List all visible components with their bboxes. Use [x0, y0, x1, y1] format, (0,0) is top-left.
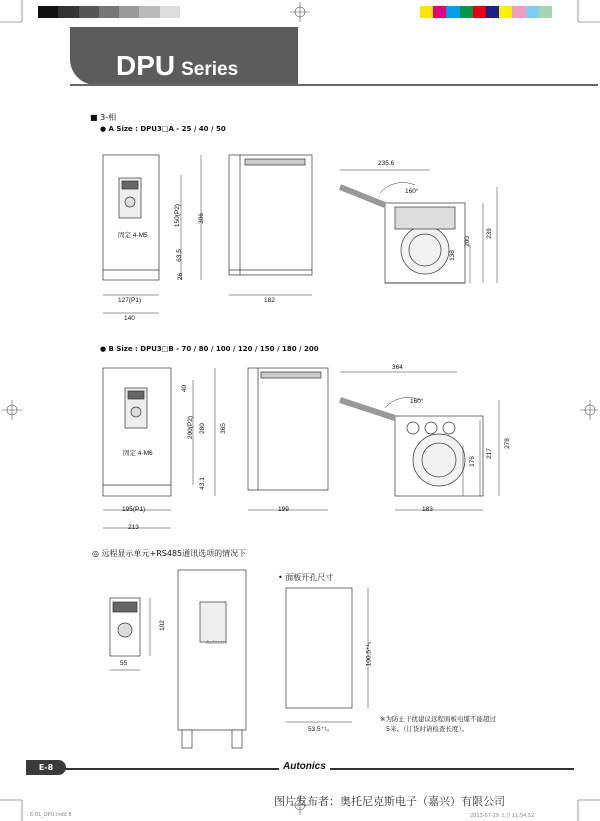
dim-b-364: 364 — [392, 364, 403, 371]
note-line-1: ※为防止干扰建议远程面板电缆不能超过 — [380, 715, 496, 723]
dim-a-200: 200 — [463, 236, 471, 247]
b-front-body — [103, 368, 171, 496]
section-heading-remote: ◎ 远程显示单元+RS485通讯选项的情况下 — [92, 549, 247, 558]
dim-c-55: 55 — [120, 660, 128, 667]
dim-b-278: 278 — [503, 438, 511, 449]
dim-b-183: 183 — [422, 506, 433, 513]
dim-b-176: 176 — [468, 456, 476, 467]
dim-a-235: 235.6 — [378, 160, 395, 167]
file-name: E-01_DPU.indd 8 — [30, 812, 72, 818]
b-side-body — [248, 368, 328, 490]
section-heading-3phase: ■ 3-相 — [90, 113, 117, 122]
controller-brand: Autonics — [206, 640, 228, 646]
title-series: Series — [181, 59, 239, 80]
note-line-2: 5米。（订货时请检查长度）。 — [386, 725, 469, 733]
dim-a-182: 182 — [264, 297, 275, 304]
dim-a-fix: 固定 4-M5 — [118, 232, 148, 239]
dim-a-150: 150(P2) — [174, 203, 182, 228]
dim-b-43: 43.1 — [198, 477, 206, 490]
dim-a-26: 26 — [177, 272, 185, 281]
a-side-body — [229, 155, 312, 275]
dim-b-365: 365 — [219, 423, 227, 434]
print-date: 2013-07-29 오전 11:54:52 — [470, 813, 535, 819]
size-b-label: ● B Size : DPU3□B - 70 / 80 / 100 / 120 / 150 / 180 / 200 — [100, 345, 319, 353]
header-rule — [70, 84, 598, 86]
size-b-drawings — [95, 360, 515, 540]
title-dpu: DPU — [116, 50, 176, 81]
page-title — [116, 50, 238, 82]
dim-b-195: 195(P1) — [122, 506, 146, 513]
dim-b-fix: 固定 4-M6 — [123, 450, 153, 457]
remote-drawings — [100, 562, 390, 752]
size-a-label: ● A Size : DPU3□A - 25 / 40 / 50 — [100, 125, 226, 133]
size-a-drawings — [95, 145, 515, 330]
dim-a-239: 239 — [485, 228, 493, 239]
dim-b-200: 200(P2) — [187, 415, 195, 440]
dim-a-63: 63.5 — [175, 249, 183, 262]
footer-brand: Autonics — [279, 761, 330, 772]
dim-a-127: 127(P1) — [118, 297, 142, 304]
dim-c-1005: 100.5⁺¹₀ — [365, 641, 373, 667]
dim-a-138: 138 — [448, 250, 456, 261]
dim-b-deg: 160° — [410, 398, 424, 405]
dim-b-280: 280 — [198, 423, 206, 434]
panel-cutout-label: • 面板开孔尺寸 — [278, 573, 334, 582]
dim-c-102: 102 — [158, 620, 166, 631]
controller-front — [178, 570, 246, 730]
dim-b-199: 199 — [278, 506, 289, 513]
dim-a-306: 306 — [197, 213, 205, 224]
dim-b-217: 217 — [485, 448, 493, 459]
panel-cutout — [286, 588, 352, 708]
dim-b-40: 40 — [181, 384, 189, 393]
page-number: E-8 — [26, 760, 66, 775]
watermark-text: 图片发布者：奥托尼克斯电子（嘉兴）有限公司 — [274, 795, 505, 808]
dim-c-535: 53.5⁺¹₀ — [308, 726, 329, 733]
dim-a-140: 140 — [124, 315, 135, 322]
dim-a-deg: 160° — [405, 188, 419, 195]
dim-b-213: 213 — [128, 524, 139, 531]
